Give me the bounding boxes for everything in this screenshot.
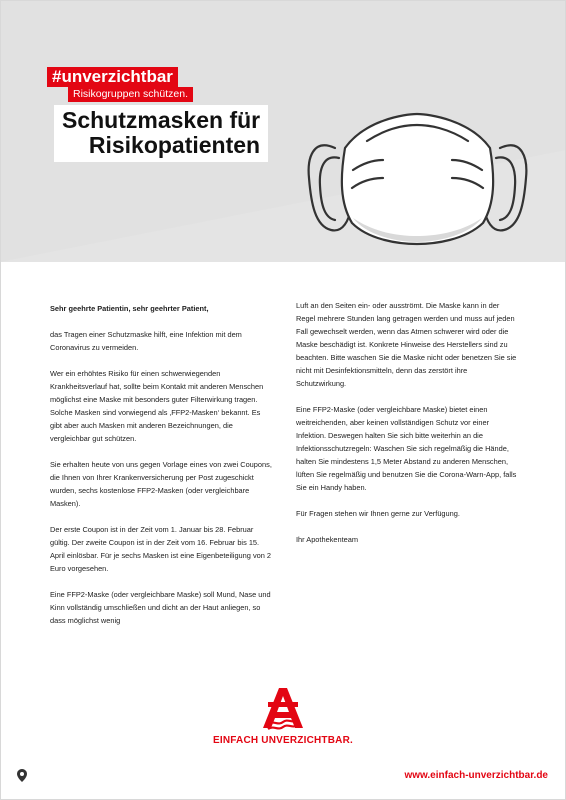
map-pin-icon	[17, 769, 27, 782]
signature: Ihr Apothekenteam	[296, 535, 359, 544]
ffp2-mask-illustration	[305, 108, 530, 248]
paragraph: Eine FFP2-Maske (oder vergleichbare Maske) bietet einen weitreichenden, aber keinen vollständigen Schutz vor einer Infektion. Deswegen halten Sie sich bitte weiterhin an die Infektionsschutzregeln: Waschen Sie sich regelmäßig die Hände, halten Sie mindestens 1,5 Meter Abstand zu anderen Menschen, lüften Sie regelmäßig und benutzen Sie die Corona-Warn-App, falls Sie ein Handy haben.	[296, 405, 517, 492]
paragraph: Luft an den Seiten ein- oder ausströmt. Die Maske kann in der Regel mehrere Stunden lang getragen werden und muss auf jeden Fall gewechselt werden, wenn das Atmen schwerer wird oder die Maske beschädigt ist. Konkrete Hinweise des Herstellers sind zu beachten. Bitte waschen Sie die Maske nicht oder benetzen Sie sie nicht mit Desinfektionsmitteln, denn das zerstört ihre Schutzwirkung.	[296, 301, 517, 388]
website-link[interactable]: www.einfach-unverzichtbar.de	[404, 770, 548, 781]
paragraph: Eine FFP2-Maske (oder vergleichbare Maske) soll Mund, Nase und Kinn vollständig umschließen und dicht an der Haut anliegen, so dass möglichst wenig	[50, 590, 271, 625]
paragraph: Für Fragen stehen wir Ihnen gerne zur Verfügung.	[296, 509, 460, 518]
paragraph: das Tragen einer Schutzmaske hilft, eine Infektion mit dem Coronavirus zu vermeiden.	[50, 330, 242, 352]
paragraph: Sie erhalten heute von uns gegen Vorlage eines von zwei Coupons, die Ihnen von Ihrer Krankenversicherung per Post zugeschickt wurden, sechs kostenlose FFP2-Masken (oder vergleichbare Masken).	[50, 460, 272, 508]
page-title	[54, 105, 268, 162]
salutation: Sehr geehrte Patientin, sehr geehrter Patient,	[50, 304, 209, 313]
apotheke-a-logo-icon	[262, 688, 304, 732]
hashtag-label: #unverzichtbar	[47, 67, 178, 87]
title-line-1: Schutzmasken für	[62, 107, 261, 133]
subline-label: Risikogruppen schützen.	[68, 87, 193, 102]
title-line-2: Risikopatienten	[88, 132, 261, 158]
letter-left-column	[50, 302, 272, 640]
paragraph: Der erste Coupon ist in der Zeit vom 1. Januar bis 28. Februar gültig. Der zweite Coupon ist in der Zeit vom 16. Februar bis 15. April einlösbar. Für je sechs Masken ist eine Eigenbeteiligung von 2 Euro vorgesehen.	[50, 525, 272, 573]
paragraph: Wer ein erhöhtes Risiko für einen schwerwiegenden Krankheitsverlauf hat, sollte beim Kontakt mit anderen Menschen möglichst eine Maske mit besonders guter Filterwirkung tragen. Solche Masken sind vorwiegend als ‚FFP2-Masken‘ bekannt. Es gibt aber auch Masken mit anderen Bezeichnungen, die vergleichbar gut schützen.	[50, 369, 264, 443]
logo-text: EINFACH UNVERZICHTBAR.	[213, 735, 353, 746]
letter-right-column	[296, 299, 518, 559]
